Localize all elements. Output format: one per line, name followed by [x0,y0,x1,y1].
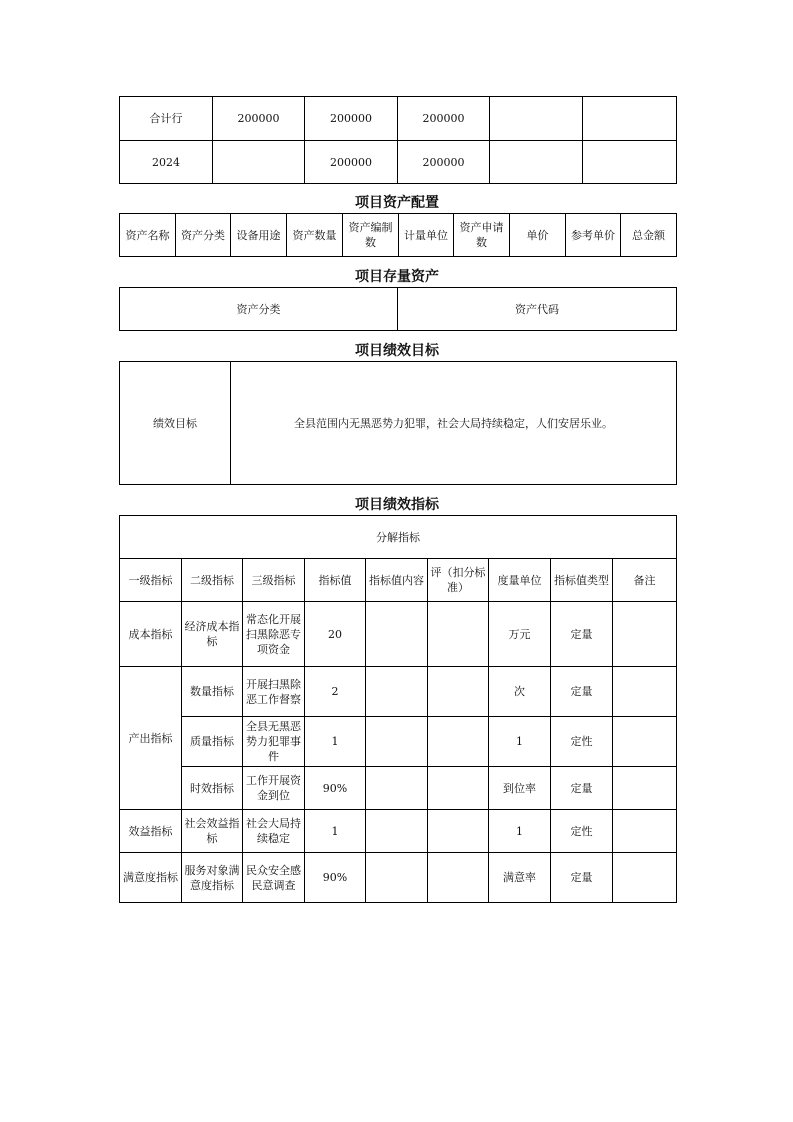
score-cell [428,810,489,853]
amount-cell [213,141,305,184]
row-label: 2024 [120,141,213,184]
content-cell [366,810,428,853]
note-cell [613,602,677,667]
level3-cell: 民众安全感民意调查 [243,853,305,903]
table-row [120,141,677,184]
value-cell: 1 [305,717,366,767]
column-header: 二级指标 [182,559,243,602]
content-cell [366,667,428,717]
amount-cell [583,141,677,184]
content-cell [366,767,428,810]
column-header: 资产代码 [398,288,677,331]
value-cell: 90% [305,767,366,810]
stock-assets-title: 项目存量资产 [355,269,439,285]
column-header: 指标值类型 [551,559,613,602]
note-cell [613,767,677,810]
type-cell: 定量 [551,767,613,810]
stock-assets-table [119,287,677,331]
column-header: 资产申请数 [454,214,510,257]
level2-cell: 质量指标 [182,717,243,767]
type-cell: 定量 [551,602,613,667]
asset-config-table [119,213,677,257]
column-header: 一级指标 [120,559,182,602]
column-header: 总金额 [621,214,677,257]
type-cell: 定性 [551,717,613,767]
value-cell: 20 [305,602,366,667]
note-cell [613,810,677,853]
budget-summary-table [119,96,677,184]
perf-goal-table [119,361,677,485]
level2-cell: 经济成本指标 [182,602,243,667]
goal-label: 绩效目标 [120,362,231,485]
amount-cell: 200000 [213,97,305,141]
perf-indicators-title: 项目绩效指标 [355,497,439,513]
table-header-row [120,214,677,257]
unit-cell: 1 [489,717,551,767]
column-header: 度量单位 [489,559,551,602]
unit-cell: 万元 [489,602,551,667]
level1-satisfaction: 满意度指标 [120,853,182,903]
note-cell [613,717,677,767]
score-cell [428,602,489,667]
table-row [120,97,677,141]
perf-indicators-table [119,515,677,903]
level2-cell: 服务对象满意度指标 [182,853,243,903]
column-header: 参考单价 [566,214,621,257]
banner-row [120,516,677,559]
level1-output: 产出指标 [120,667,182,810]
level3-cell: 社会大局持续稳定 [243,810,305,853]
level3-cell: 全县无黑恶势力犯罪事件 [243,717,305,767]
table-row [120,717,677,767]
amount-cell [490,141,583,184]
column-header: 备注 [613,559,677,602]
table-row [120,362,677,485]
note-cell [613,853,677,903]
column-header: 指标值 [305,559,366,602]
table-row [120,853,677,903]
table-header-row [120,288,677,331]
content-cell [366,853,428,903]
level3-cell: 常态化开展扫黑除恶专项资金 [243,602,305,667]
column-header: 单价 [510,214,566,257]
level2-cell: 时效指标 [182,767,243,810]
column-header: 设备用途 [231,214,287,257]
level3-cell: 开展扫黑除恶工作督察 [243,667,305,717]
table-header-row [120,559,677,602]
table-row [120,767,677,810]
level1-cost: 成本指标 [120,602,182,667]
type-cell: 定量 [551,667,613,717]
column-header: 三级指标 [243,559,305,602]
column-header: 资产名称 [120,214,176,257]
row-label: 合计行 [120,97,213,141]
content-cell [366,717,428,767]
column-header: 计量单位 [399,214,454,257]
content-cell [366,602,428,667]
column-header: 资产数量 [287,214,343,257]
level2-cell: 社会效益指标 [182,810,243,853]
level1-benefit: 效益指标 [120,810,182,853]
column-header: 评（扣分标准） [428,559,489,602]
table-row [120,810,677,853]
amount-cell [583,97,677,141]
score-cell [428,717,489,767]
amount-cell [490,97,583,141]
type-cell: 定性 [551,810,613,853]
table-row [120,602,677,667]
note-cell [613,667,677,717]
score-cell [428,767,489,810]
asset-config-title: 项目资产配置 [355,195,439,211]
column-header: 指标值内容 [366,559,428,602]
column-header: 资产分类 [176,214,231,257]
unit-cell: 满意率 [489,853,551,903]
unit-cell: 次 [489,667,551,717]
column-header: 资产分类 [120,288,398,331]
unit-cell: 1 [489,810,551,853]
value-cell: 2 [305,667,366,717]
perf-goal-title: 项目绩效目标 [355,343,439,359]
value-cell: 90% [305,853,366,903]
amount-cell: 200000 [305,141,398,184]
score-cell [428,853,489,903]
level2-cell: 数量指标 [182,667,243,717]
amount-cell: 200000 [305,97,398,141]
column-header: 资产编制数 [343,214,399,257]
amount-cell: 200000 [398,97,490,141]
breakdown-banner: 分解指标 [120,516,677,559]
type-cell: 定量 [551,853,613,903]
table-row [120,667,677,717]
level3-cell: 工作开展资金到位 [243,767,305,810]
value-cell: 1 [305,810,366,853]
amount-cell: 200000 [398,141,490,184]
goal-content: 全县范围内无黑恶势力犯罪，社会大局持续稳定，人们安居乐业。 [231,362,677,485]
score-cell [428,667,489,717]
unit-cell: 到位率 [489,767,551,810]
